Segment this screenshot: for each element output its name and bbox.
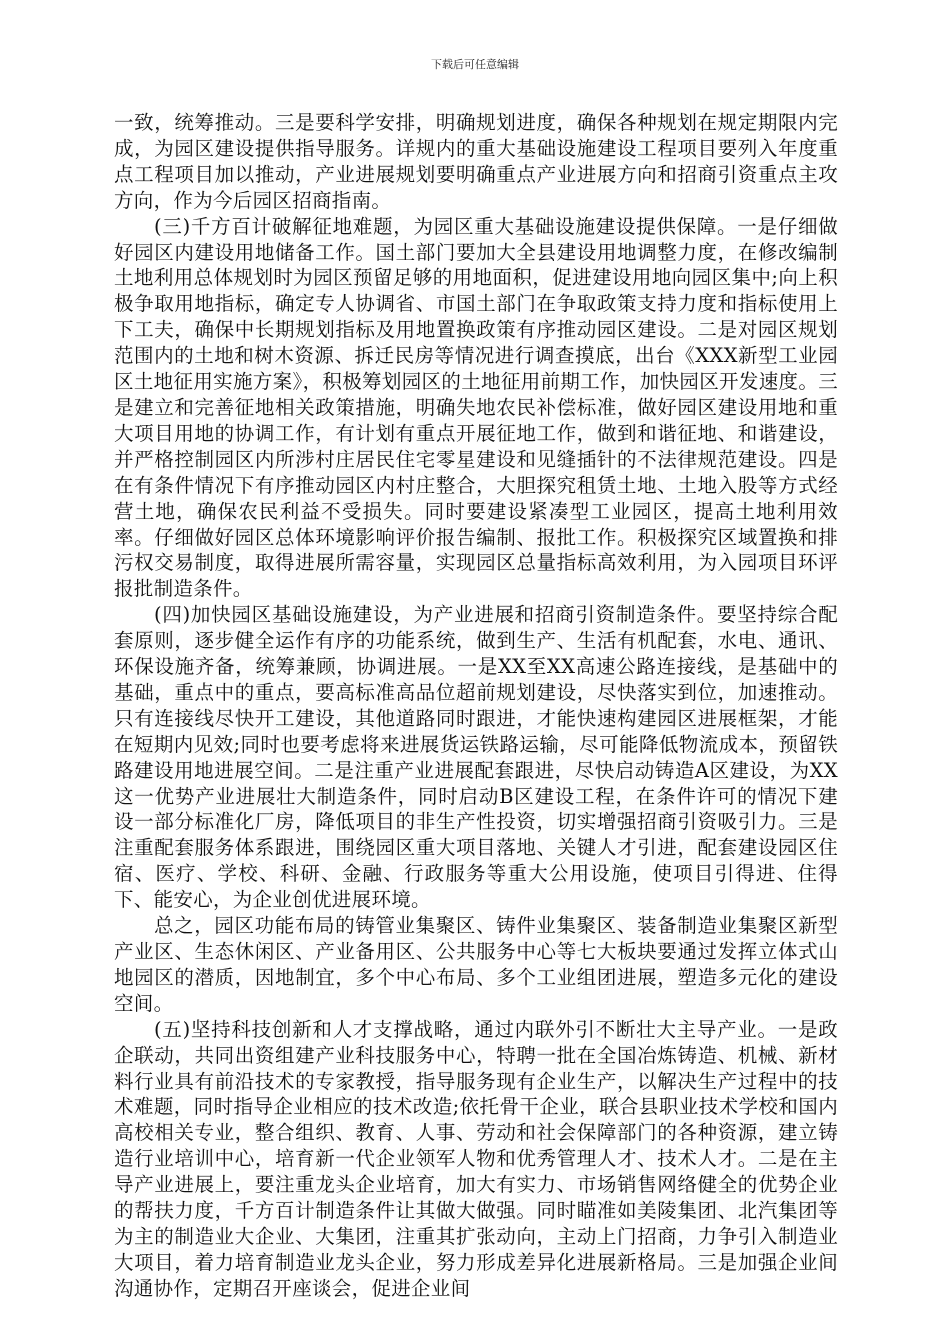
page-header-note: 下载后可任意编辑	[431, 58, 519, 71]
paragraph-continuation: 一致，统筹推动。三是要科学安排，明确规划进度，确保各种规划在规定期限内完成，为园区建设提供指导服务。详规内的重大基础设施建设工程项目要列入年度重点工程项目加以推动，产业进展规划要明确重点产业进展方向和招商引资重点主攻方向，作为今后园区招商指南。	[114, 111, 838, 212]
paragraph-section-3: (三)千方百计破解征地难题，为园区重大基础设施建设提供保障。一是仔细做好园区内建设用地储备工作。国土部门要加大全县建设用地调整力度，在修改编制土地利用总体规划时为园区预留足够的用地面积，促进建设用地向园区集中;向上积极争取用地指标，确定专人协调省、市国土部门在争取政策支持力度和指标使用上下工夫，确保中长期规划指标及用地置换政策有序推动园区建设。二是对园区规划范围内的土地和树木资源、拆迁民房等情况进行调查摸底，出台《XXX新型工业园区土地征用实施方案》，积极筹划园区的土地征用前期工作，加快园区开发速度。三是建立和完善征地相关政策措施，明确失地农民补偿标准，做好园区建设用地和重大项目用地的协调工作，有计划有重点开展征地工作，做到和谐征地、和谐建设，并严格控制园区内所涉村庄居民住宅零星建设和见缝插针的不法律规范建设。四是在有条件情况下有序推动园区内村庄整合，大胆探究租赁土地、土地入股等方式经营土地，确保农民利益不受损失。同时要建设紧凑型工业园区，提高土地利用效率。仔细做好园区总体环境影响评价报告编制、报批工作。积极探究区域置换和排污权交易制度，取得进展所需容量，实现园区总量指标高效利用，为入园项目环评报批制造条件。	[114, 214, 838, 601]
paragraph-summary: 总之，园区功能布局的铸管业集聚区、铸件业集聚区、装备制造业集聚区新型产业区、生态休闲区、产业备用区、公共服务中心等七大板块要通过发挥立体式山地园区的潜质，因地制宜，多个中心布局、多个工业组团进展，塑造多元化的建设空间。	[114, 914, 838, 1015]
document-body	[114, 110, 838, 1302]
paragraph-section-5: (五)坚持科技创新和人才支撑战略，通过内联外引不断壮大主导产业。一是政企联动，共同出资组建产业科技服务中心，特聘一批在全国冶炼铸造、机械、新材料行业具有前沿技术的专家教授，指导服务现有企业生产，以解决生产过程中的技术难题，同时指导企业相应的技术改造;依托骨干企业，联合县职业技术学校和国内高校相关专业，整合组织、教育、人事、劳动和社会保障部门的各种资源，建立铸造行业培训中心，培育新一代企业领军人物和优秀管理人才、技术人才。二是在主导产业进展上，要注重龙头企业培育，加大有实力、市场销售网络健全的优势企业的帮扶力度，千方百计制造条件让其做大做强。同时瞄准如美陵集团、北汽集团等为主的制造业大企业、大集团，注重其扩张动向，主动上门招商，力争引入制造业大项目，着力培育制造业龙头企业，努力形成差异化进展新格局。三是加强企业间沟通协作，定期召开座谈会，促进企业间	[114, 1017, 838, 1300]
paragraph-section-4: (四)加快园区基础设施建设，为产业进展和招商引资制造条件。要坚持综合配套原则，逐步健全运作有序的功能系统，做到生产、生活有机配套，水电、通讯、环保设施齐备，统筹兼顾，协调进展。一是XX至XX高速公路连接线，是基础中的基础，重点中的重点，要高标准高品位超前规划建设，尽快落实到位，加速推动。只有连接线尽快开工建设，其他道路同时跟进，才能快速构建园区进展框架，才能在短期内见效;同时也要考虑将来进展货运铁路运输，尽可能降低物流成本，预留铁路建设用地进展空间。二是注重产业进展配套跟进，尽快启动铸造A区建设，为XX这一优势产业进展壮大制造条件，同时启动B区建设工程，在条件许可的情况下建设一部分标准化厂房，降低项目的非生产性投资，切实增强招商引资吸引力。三是注重配套服务体系跟进，围绕园区重大项目落地、关键人才引进，配套建设园区住宿、医疗、学校、科研、金融、行政服务等重大公用设施，使项目引得进、住得下、能安心，为企业创优进展环境。	[114, 603, 838, 912]
